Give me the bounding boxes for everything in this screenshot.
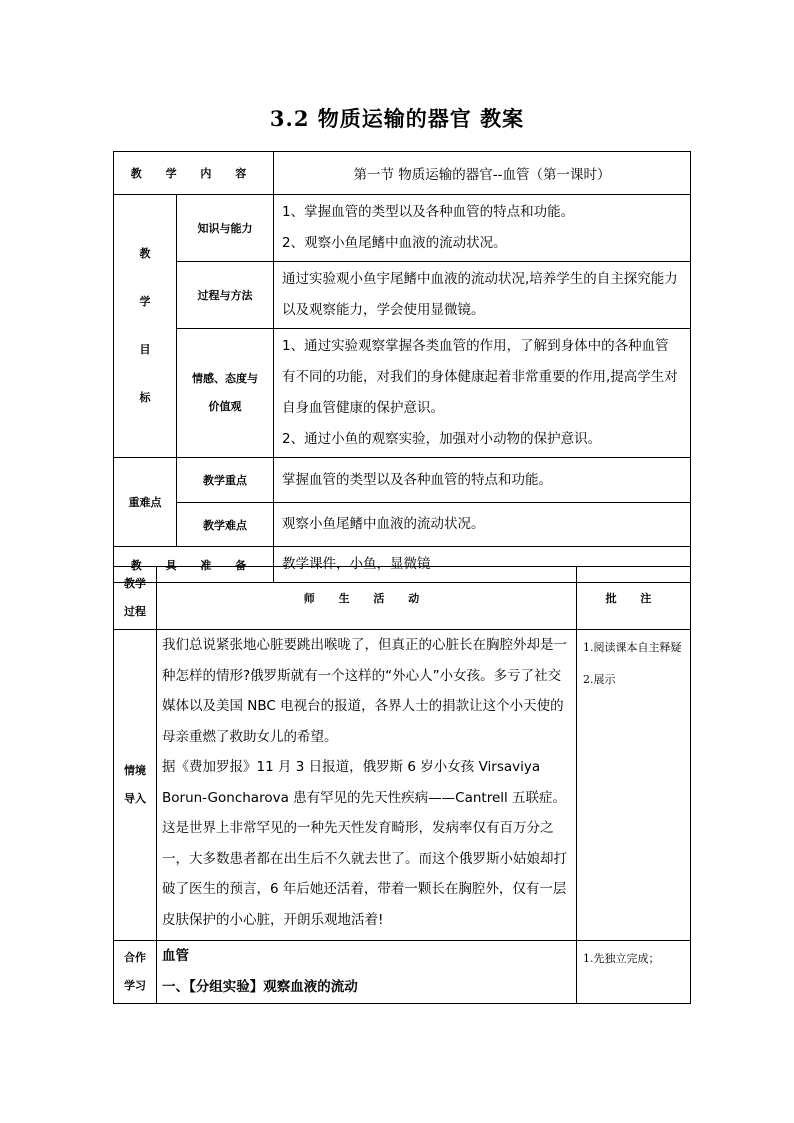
lesson-info-table bbox=[113, 151, 691, 583]
activity-header: 师 生 活 动 bbox=[157, 567, 577, 630]
intro-paragraph-1: 我们总说紧张地心脏要跳出喉咙了，但真正的心脏长在胸腔外却是一种怎样的情形?俄罗斯就有一个这样的“外心人”小女孩。多亏了社交媒体以及美国 NBC 电视台的报道，各界人士的捐款让这个小天使的母亲重燃了救助女儿的希望。 bbox=[162, 637, 567, 745]
cooperation-heading: 血管 bbox=[162, 948, 189, 964]
attitude-text: 1、通过实验观察掌握各类血管的作用，了解到身体中的各种血管有不同的功能，对我们的身体健康起着非常重要的作用,提高学生对自身血管健康的保护意识。 2、通过小鱼的观察实验，加强对小动物的保护意识。 bbox=[274, 329, 691, 458]
intro-text bbox=[157, 630, 577, 941]
cooperation-text bbox=[157, 941, 577, 1004]
cooperation-label: 合作 学习 bbox=[114, 941, 157, 1004]
keypoints-label: 重难点 bbox=[114, 458, 177, 547]
process-method-label: 过程与方法 bbox=[177, 262, 274, 329]
intro-notes: 1.阅读课本自主释疑 2.展示 bbox=[577, 630, 691, 941]
intro-paragraph-2: 据《费加罗报》11 月 3 日报道，俄罗斯 6 岁小女孩 Virsaviya Borun-Goncharova 患有罕见的先天性疾病——Cantrell 五联症。这是世界上非常罕见的一种先天性发育畸形，发病率仅有百万分之一，大多数患者都在出生后不久就去世了。而这个俄罗斯小姑娘却打破了医生的预言，6 年后她还活着，带着一颗长在胸腔外，仅有一层皮肤保护的小心脏，开朗乐观地活着! bbox=[162, 759, 567, 928]
content-label: 教 学 内 容 bbox=[114, 152, 274, 195]
teaching-process-table bbox=[113, 566, 691, 1004]
difficulty-text: 观察小鱼尾鳍中血液的流动状况。 bbox=[274, 503, 691, 547]
cooperation-notes: 1.先独立完成； bbox=[577, 941, 691, 1004]
focus-label: 教学重点 bbox=[177, 458, 274, 503]
focus-text: 掌握血管的类型以及各种血管的特点和功能。 bbox=[274, 458, 691, 503]
difficulty-label: 教学难点 bbox=[177, 503, 274, 547]
knowledge-text: 1、掌握血管的类型以及各种血管的特点和功能。 2、观察小鱼尾鳍中血液的流动状况。 bbox=[274, 195, 691, 262]
knowledge-label: 知识与能力 bbox=[177, 195, 274, 262]
intro-label: 情境 导入 bbox=[114, 630, 157, 941]
goals-label: 教 学 目 标 bbox=[114, 195, 177, 458]
preparation-text: 教学课件，小鱼，显微镜 bbox=[274, 547, 691, 583]
cooperation-subheading: 一、【分组实验】观察血液的流动 bbox=[162, 979, 358, 995]
content-value: 第一节 物质运输的器官--血管（第一课时） bbox=[274, 152, 691, 195]
attitude-label: 情感、态度与 价值观 bbox=[177, 329, 274, 458]
notes-header: 批 注 bbox=[577, 567, 691, 630]
process-method-text: 通过实验观小鱼宇尾鳍中血液的流动状况,培养学生的自主探究能力以及观察能力，学会使用显微镜。 bbox=[274, 262, 691, 329]
process-header-label: 教学 过程 bbox=[114, 567, 157, 630]
document-title: 3.2 物质运输的器官 教案 bbox=[269, 106, 525, 131]
preparation-label: 教 具 准 备 bbox=[114, 547, 274, 583]
